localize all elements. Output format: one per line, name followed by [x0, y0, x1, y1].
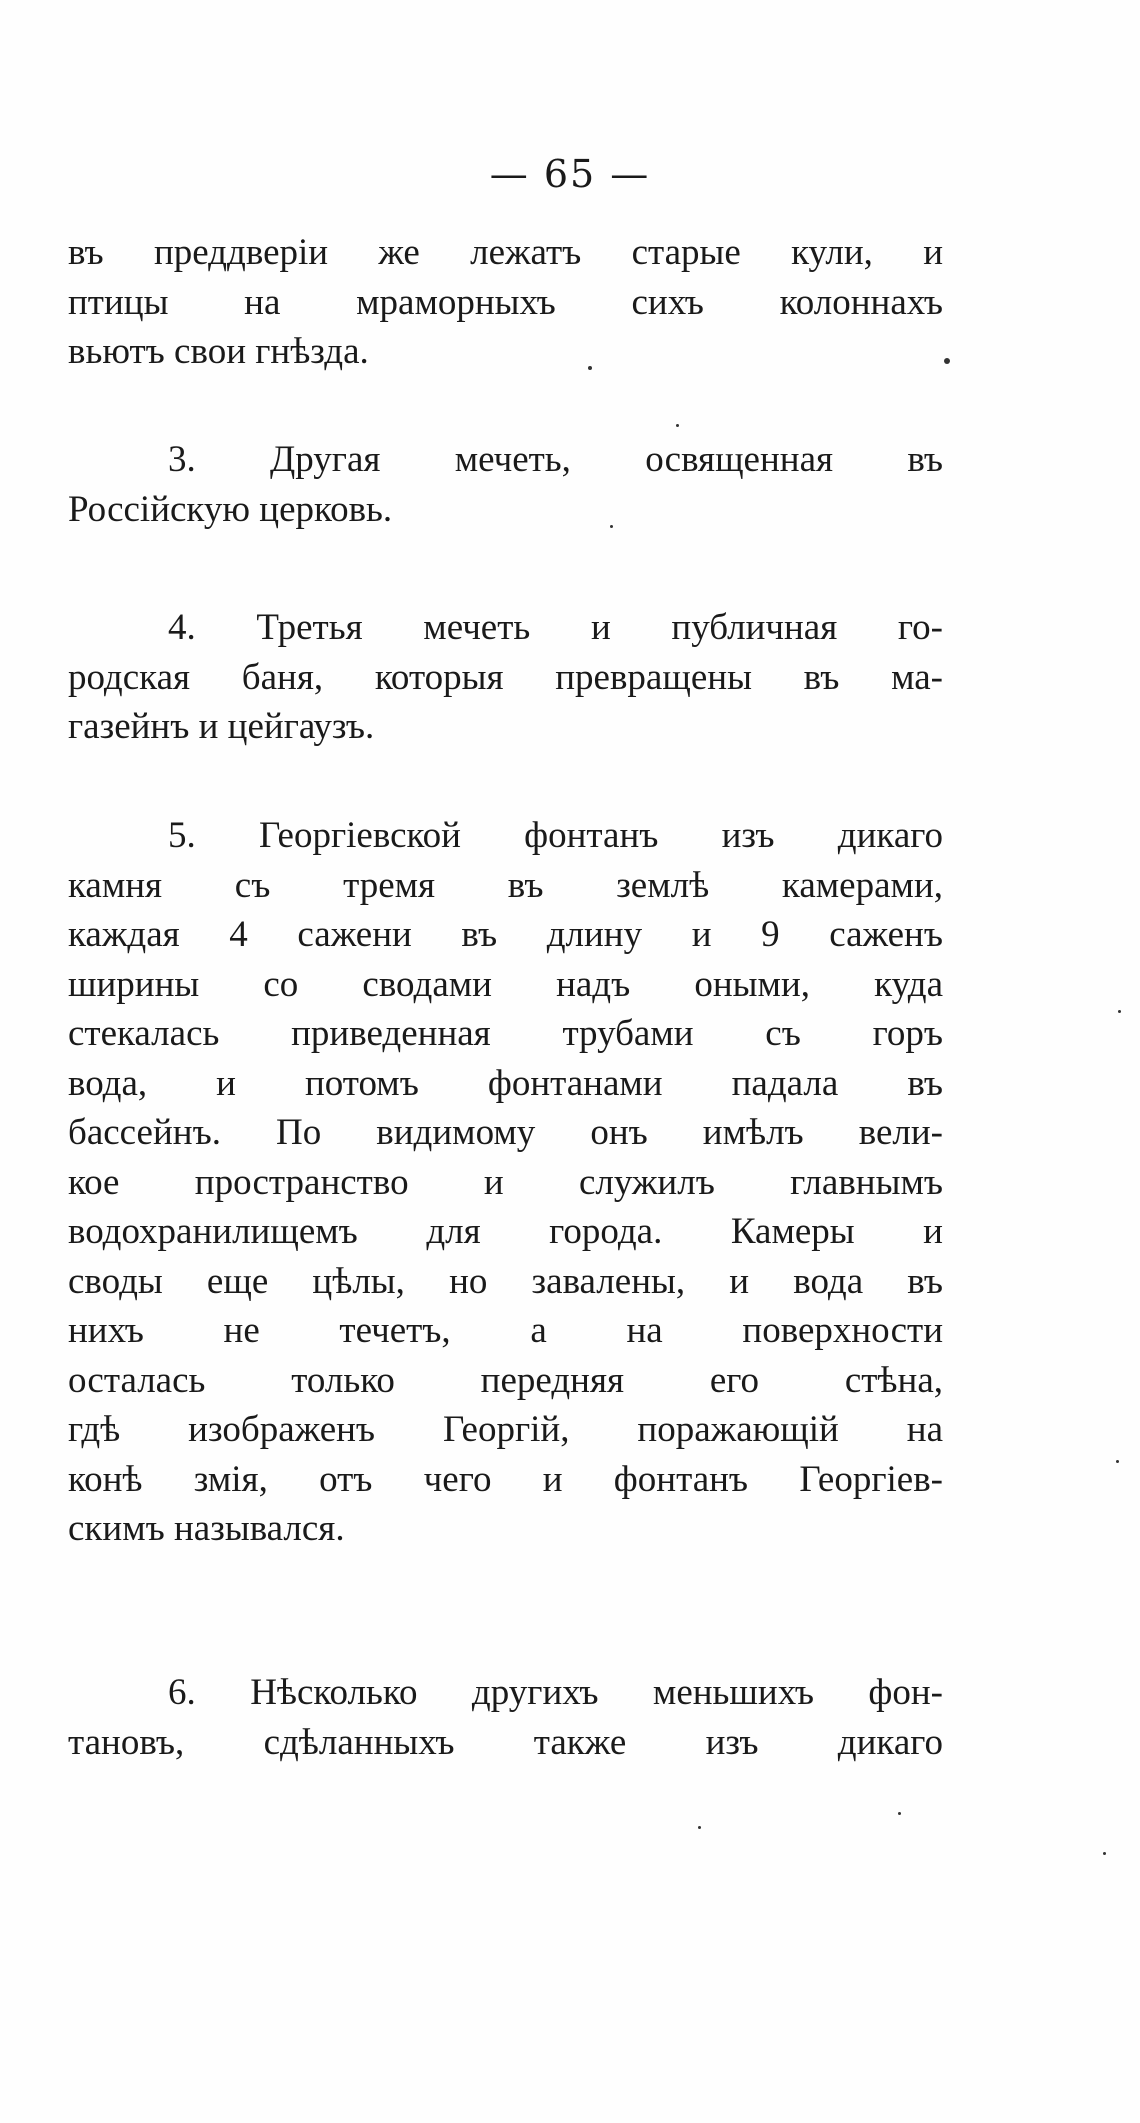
paragraph-item-4	[68, 603, 943, 752]
text-line: камня съ тремя въ землѣ камерами,	[68, 864, 943, 906]
paragraph-intro	[68, 228, 943, 377]
text-line: водохранилищемъ для города. Камеры и	[68, 1211, 943, 1252]
print-speck	[676, 424, 679, 427]
paragraph-item-3	[68, 435, 943, 534]
text-line: 6. Нѣсколько другихъ меньшихъ фон-	[168, 1672, 943, 1713]
text-line: 4. Третья мечеть и публичная го-	[168, 607, 943, 648]
text-line: скимъ назывался.	[68, 1508, 345, 1549]
print-speck	[898, 1812, 901, 1815]
print-speck	[610, 525, 613, 528]
text-line: нихъ не течетъ, а на поверхности	[68, 1310, 943, 1351]
text-line: тановъ, сдѣланныхъ также изъ дикаго	[68, 1721, 943, 1763]
text-line: вода, и потомъ фонтанами падала въ	[68, 1062, 943, 1104]
text-line: ширины со сводами надъ оными, куда	[68, 963, 943, 1005]
text-line: стекалась приведенная трубами съ горъ	[68, 1013, 943, 1054]
text-line: каждая 4 сажени въ длину и 9 саженъ	[68, 914, 943, 955]
print-speck	[944, 358, 950, 364]
text-line: газейнъ и цейгаузъ.	[68, 706, 375, 747]
text-line: Россійскую церковь.	[68, 488, 393, 530]
paragraph-item-6	[68, 1668, 943, 1767]
print-speck	[588, 366, 592, 370]
print-speck	[698, 1826, 701, 1829]
text-line: родская баня, которыя превращены въ ма-	[68, 656, 943, 698]
print-speck	[1116, 1460, 1119, 1463]
text-line: конѣ змія, отъ чего и фонтанъ Георгіев-	[68, 1458, 943, 1500]
print-speck	[1118, 1010, 1121, 1013]
text-line: 5. Георгіевской фонтанъ изъ дикаго	[168, 815, 943, 856]
text-line: гдѣ изображенъ Георгій, поражающій на	[68, 1409, 943, 1450]
text-line: 3. Другая мечеть, освященная въ	[168, 439, 943, 480]
print-speck	[1103, 1852, 1106, 1855]
text-line: своды еще цѣлы, но завалены, и вода въ	[68, 1260, 943, 1302]
text-line: бассейнъ. По видимому онъ имѣлъ вели-	[68, 1112, 943, 1153]
page-number: — 65 —	[489, 152, 651, 196]
text-line: птицы на мраморныхъ сихъ колоннахъ	[68, 281, 943, 323]
text-line: вьютъ свои гнѣзда.	[68, 331, 369, 372]
text-line: кое пространство и служилъ главнымъ	[68, 1161, 943, 1203]
paragraph-item-5	[68, 811, 943, 1554]
text-line: осталась только передняя его стѣна,	[68, 1359, 943, 1401]
text-line: въ преддверіи же лежатъ старые кули, и	[68, 232, 943, 273]
